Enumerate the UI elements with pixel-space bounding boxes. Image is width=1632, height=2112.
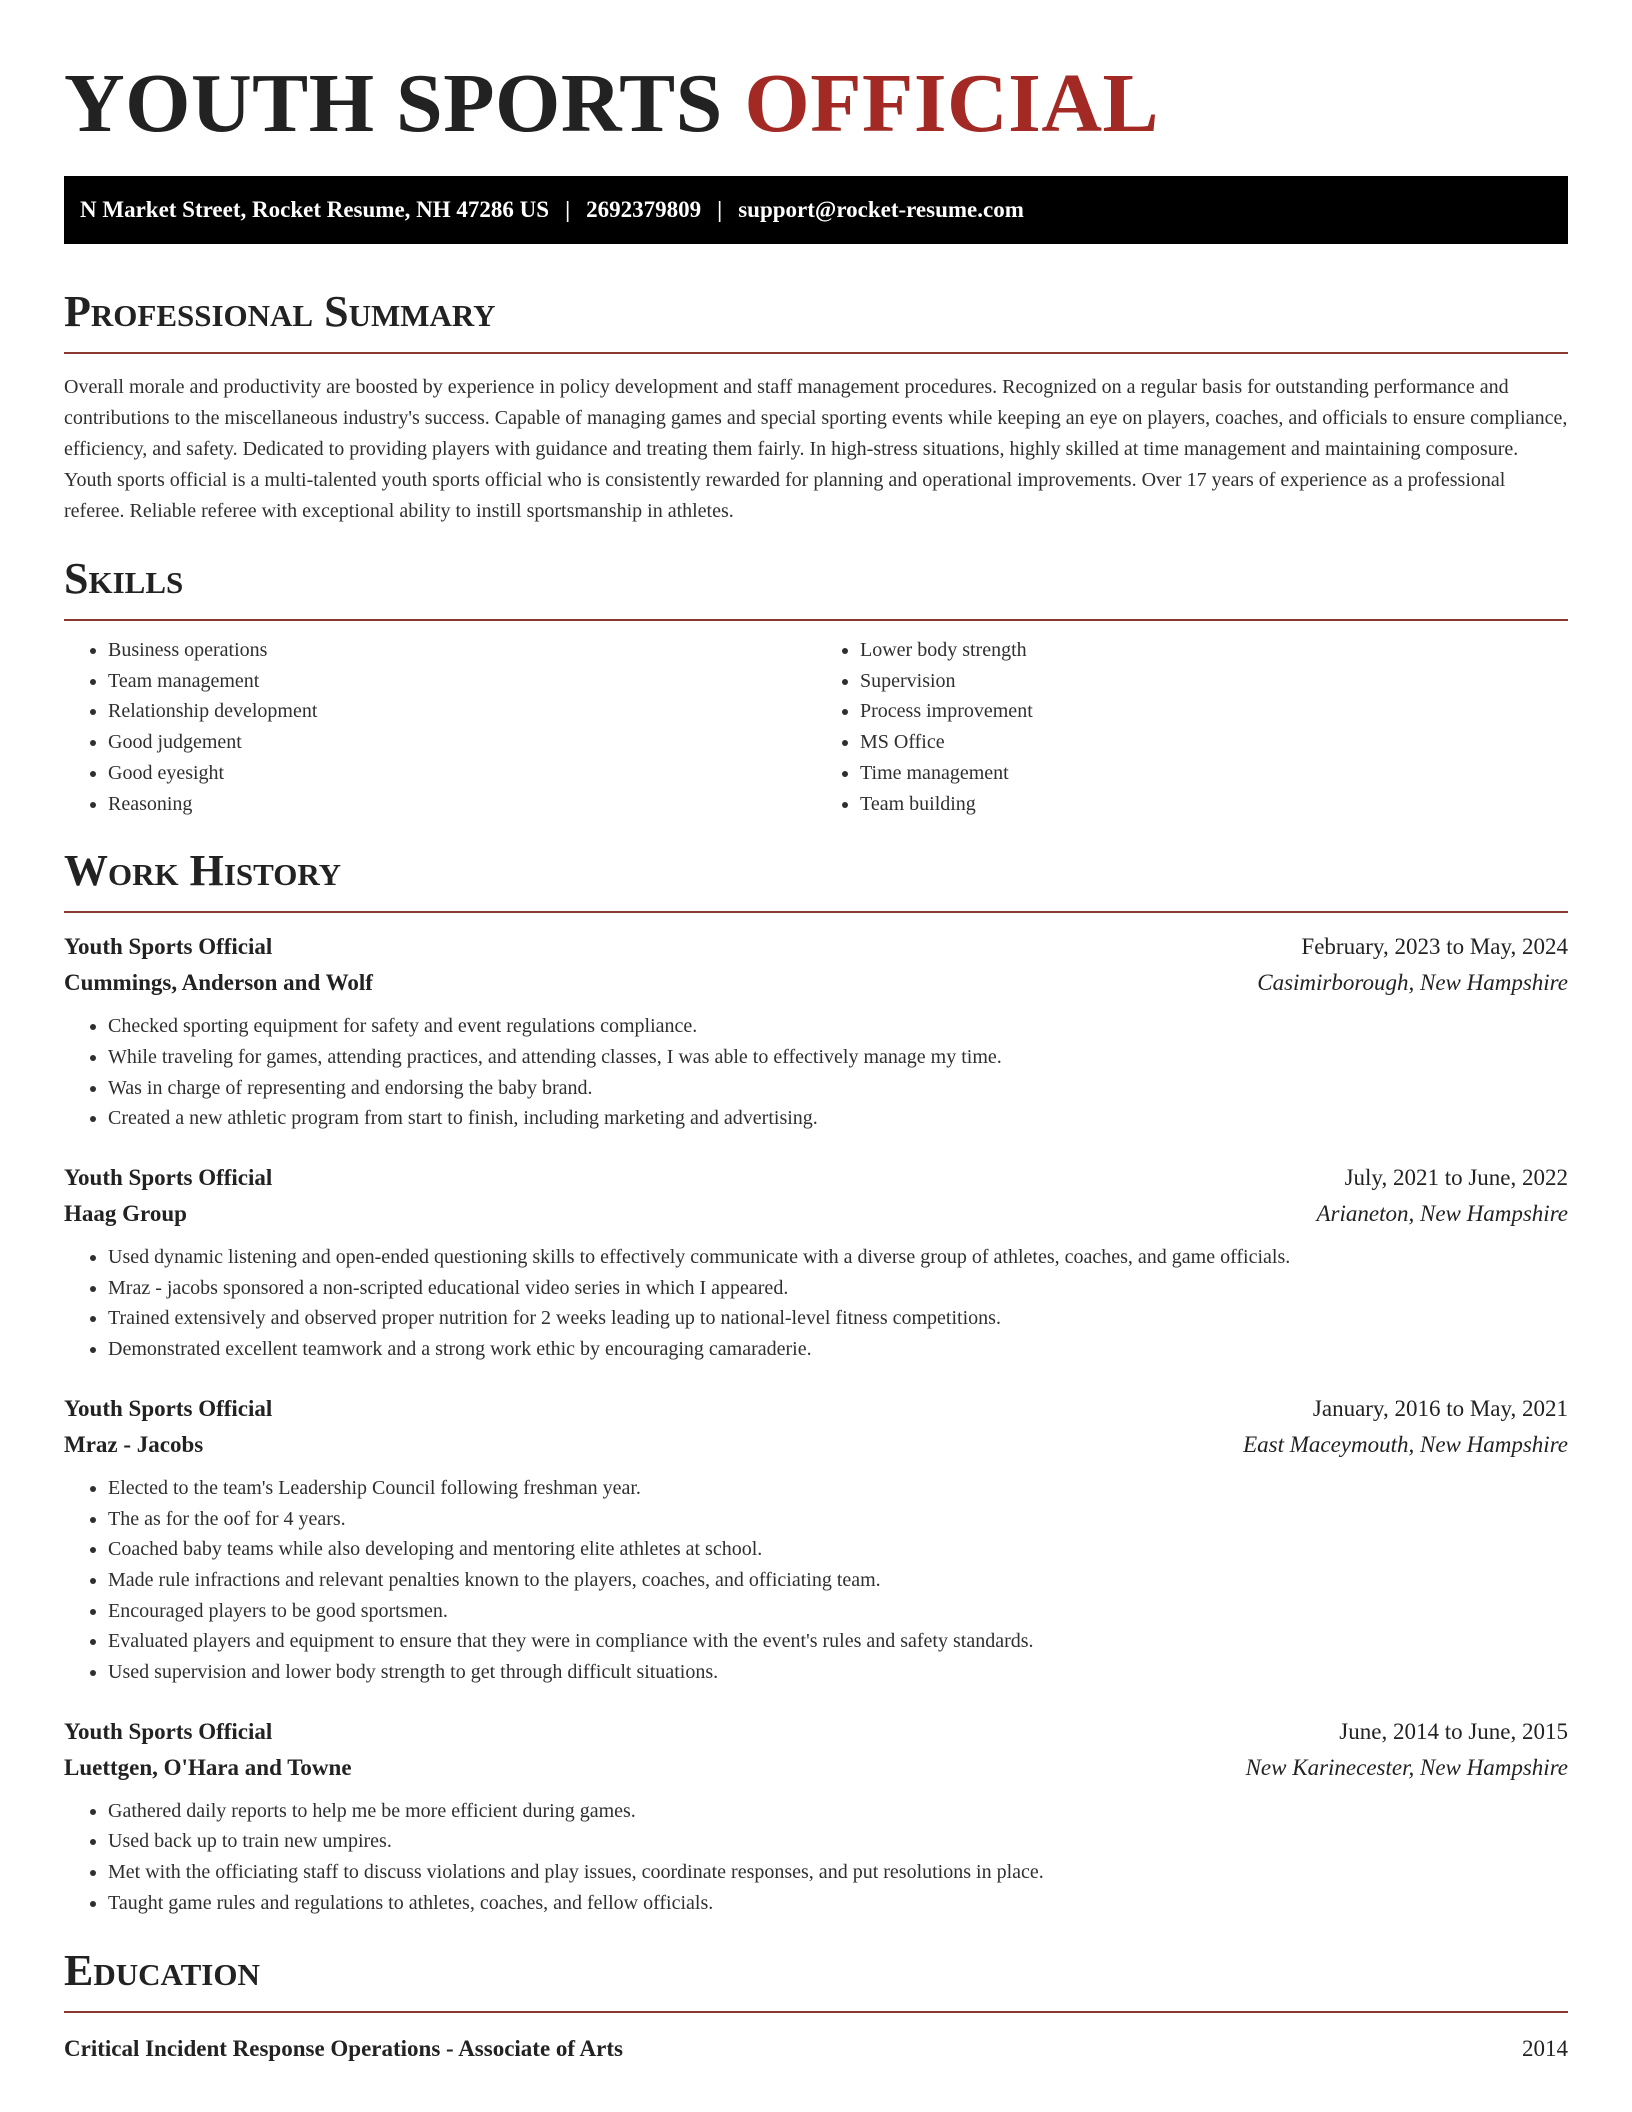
section-divider — [64, 619, 1568, 621]
job-bullets — [64, 1473, 1568, 1688]
skill-item: • Reasoning — [108, 789, 816, 820]
job-location: Casimirborough, New Hampshire — [1257, 970, 1568, 996]
contact-address: N Market Street, Rocket Resume, NH 47286 US — [80, 197, 550, 222]
work-history-section — [64, 845, 1568, 1918]
job-location: Arianeton, New Hampshire — [1316, 1201, 1568, 1227]
skill-item: • Time management — [860, 758, 1568, 789]
job-company: Cummings, Anderson and Wolf — [64, 970, 373, 996]
job-header — [64, 929, 1568, 965]
contact-email: support@rocket-resume.com — [738, 197, 1024, 222]
job-bullet: • Coached baby teams while also developing and mentoring elite athletes at school. — [108, 1534, 1568, 1565]
job-bullet: • Encouraged players to be good sportsmen. — [108, 1596, 1568, 1627]
job-entry — [64, 929, 1568, 1134]
job-location: East Maceymouth, New Hampshire — [1243, 1431, 1568, 1457]
job-bullet: • Used supervision and lower body strength to get through difficult situations. — [108, 1657, 1568, 1688]
section-title-work-history: Work History — [64, 846, 342, 896]
job-entry — [64, 1160, 1568, 1365]
skill-item: • Lower body strength — [860, 635, 1568, 666]
job-header — [64, 1391, 1568, 1427]
skill-item: • Good eyesight — [108, 758, 816, 789]
job-bullet: • Used back up to train new umpires. — [108, 1826, 1568, 1857]
section-divider — [64, 911, 1568, 913]
job-dates: February, 2023 to May, 2024 — [1301, 934, 1568, 960]
job-title: Youth Sports Official — [64, 934, 273, 960]
skills-column-left — [64, 635, 816, 819]
education-section — [64, 1945, 1568, 2067]
job-company: Mraz - Jacobs — [64, 1431, 204, 1457]
skill-item: • Team management — [108, 666, 816, 697]
education-degree: Critical Incident Response Operations - Associate of Arts — [64, 2035, 623, 2061]
job-location: New Karinecester, New Hampshire — [1245, 1754, 1568, 1780]
job-bullet: • Checked sporting equipment for safety and event regulations compliance. — [108, 1011, 1568, 1042]
job-bullet: • Trained extensively and observed proper nutrition for 2 weeks leading up to national-level fitness competitions. — [108, 1303, 1568, 1334]
job-bullet: • While traveling for games, attending practices, and attending classes, I was able to effectively manage my time. — [108, 1042, 1568, 1073]
job-title: Youth Sports Official — [64, 1165, 273, 1191]
summary-text: Overall morale and productivity are boosted by experience in policy development and staff management procedures. Recognized on a regular basis for outstanding performance and contributions to the miscellaneous industry's success. Capable of managing games and special sporting events while keeping an eye on players, coaches, and officials to ensure compliance, efficiency, and safety. Dedicated to providing players with guidance and treating them fairly. In high-stress situations, highly skilled at time management and maintaining composure. Youth sports official is a multi-talented youth sports official who is consistently rewarded for planning and operational improvements. Over 17 years of experience as a professional referee. Reliable referee with exceptional ability to instill sportsmanship in athletes. — [64, 376, 1568, 522]
section-title-skills: Skills — [64, 554, 184, 603]
job-dates: June, 2014 to June, 2015 — [1339, 1718, 1568, 1744]
contact-bar — [64, 176, 1568, 244]
education-entry — [64, 2031, 1568, 2067]
job-bullet: • Evaluated players and equipment to ensure that they were in compliance with the event's rules and safety standards. — [108, 1626, 1568, 1657]
job-bullet: • Created a new athletic program from start to finish, including marketing and advertising. — [108, 1103, 1568, 1134]
job-entry — [64, 1714, 1568, 1919]
job-dates: January, 2016 to May, 2021 — [1312, 1395, 1568, 1421]
contact-separator: | — [565, 197, 571, 222]
job-header — [64, 1714, 1568, 1750]
skill-item: • MS Office — [860, 727, 1568, 758]
education-year: 2014 — [1522, 2035, 1568, 2061]
summary-section — [64, 286, 1568, 527]
job-bullet: • Mraz - jacobs sponsored a non-scripted educational video series in which I appeared. — [108, 1273, 1568, 1304]
job-subheader — [64, 965, 1568, 1001]
job-title: Youth Sports Official — [64, 1718, 273, 1744]
job-subheader — [64, 1196, 1568, 1232]
skill-item: • Business operations — [108, 635, 816, 666]
job-subheader — [64, 1750, 1568, 1786]
job-bullets — [64, 1796, 1568, 1919]
skills-column-right — [816, 635, 1568, 819]
skill-item: • Relationship development — [108, 696, 816, 727]
section-title-summary: Professional Summary — [64, 287, 496, 336]
job-title: Youth Sports Official — [64, 1395, 273, 1421]
job-company: Haag Group — [64, 1201, 187, 1227]
contact-phone: 2692379809 — [586, 197, 702, 222]
skill-item: • Process improvement — [860, 696, 1568, 727]
job-bullets — [64, 1242, 1568, 1365]
job-bullets — [64, 1011, 1568, 1134]
job-bullet: • The as for the oof for 4 years. — [108, 1504, 1568, 1535]
job-subheader — [64, 1427, 1568, 1463]
job-bullet: • Made rule infractions and relevant penalties known to the players, coaches, and officiating team. — [108, 1565, 1568, 1596]
job-entry — [64, 1391, 1568, 1688]
job-bullet: • Met with the officiating staff to discuss violations and play issues, coordinate responses, and put resolutions in place. — [108, 1857, 1568, 1888]
job-bullet: • Used dynamic listening and open-ended questioning skills to effectively communicate with a diverse group of athletes, coaches, and game officials. — [108, 1242, 1568, 1273]
job-bullet: • Taught game rules and regulations to athletes, coaches, and fellow officials. — [108, 1888, 1568, 1919]
name-accent: OFFICIAL — [744, 57, 1160, 150]
job-bullet: • Was in charge of representing and endorsing the baby brand. — [108, 1073, 1568, 1104]
skill-item: • Team building — [860, 789, 1568, 820]
job-bullet: • Demonstrated excellent teamwork and a strong work ethic by encouraging camaraderie. — [108, 1334, 1568, 1365]
skill-item: • Good judgement — [108, 727, 816, 758]
job-header — [64, 1160, 1568, 1196]
job-dates: July, 2021 to June, 2022 — [1344, 1165, 1568, 1191]
skills-list — [64, 635, 1568, 819]
section-title-education: Education — [64, 1945, 260, 1995]
skill-item: • Supervision — [860, 666, 1568, 697]
skills-section — [64, 553, 1568, 819]
contact-separator: | — [717, 197, 723, 222]
job-company: Luettgen, O'Hara and Towne — [64, 1754, 352, 1780]
name-main: YOUTH SPORTS — [64, 57, 723, 150]
section-divider — [64, 2011, 1568, 2013]
resume-name — [64, 56, 1568, 152]
job-bullet: • Elected to the team's Leadership Council following freshman year. — [108, 1473, 1568, 1504]
job-bullet: • Gathered daily reports to help me be more efficient during games. — [108, 1796, 1568, 1827]
section-divider — [64, 352, 1568, 354]
